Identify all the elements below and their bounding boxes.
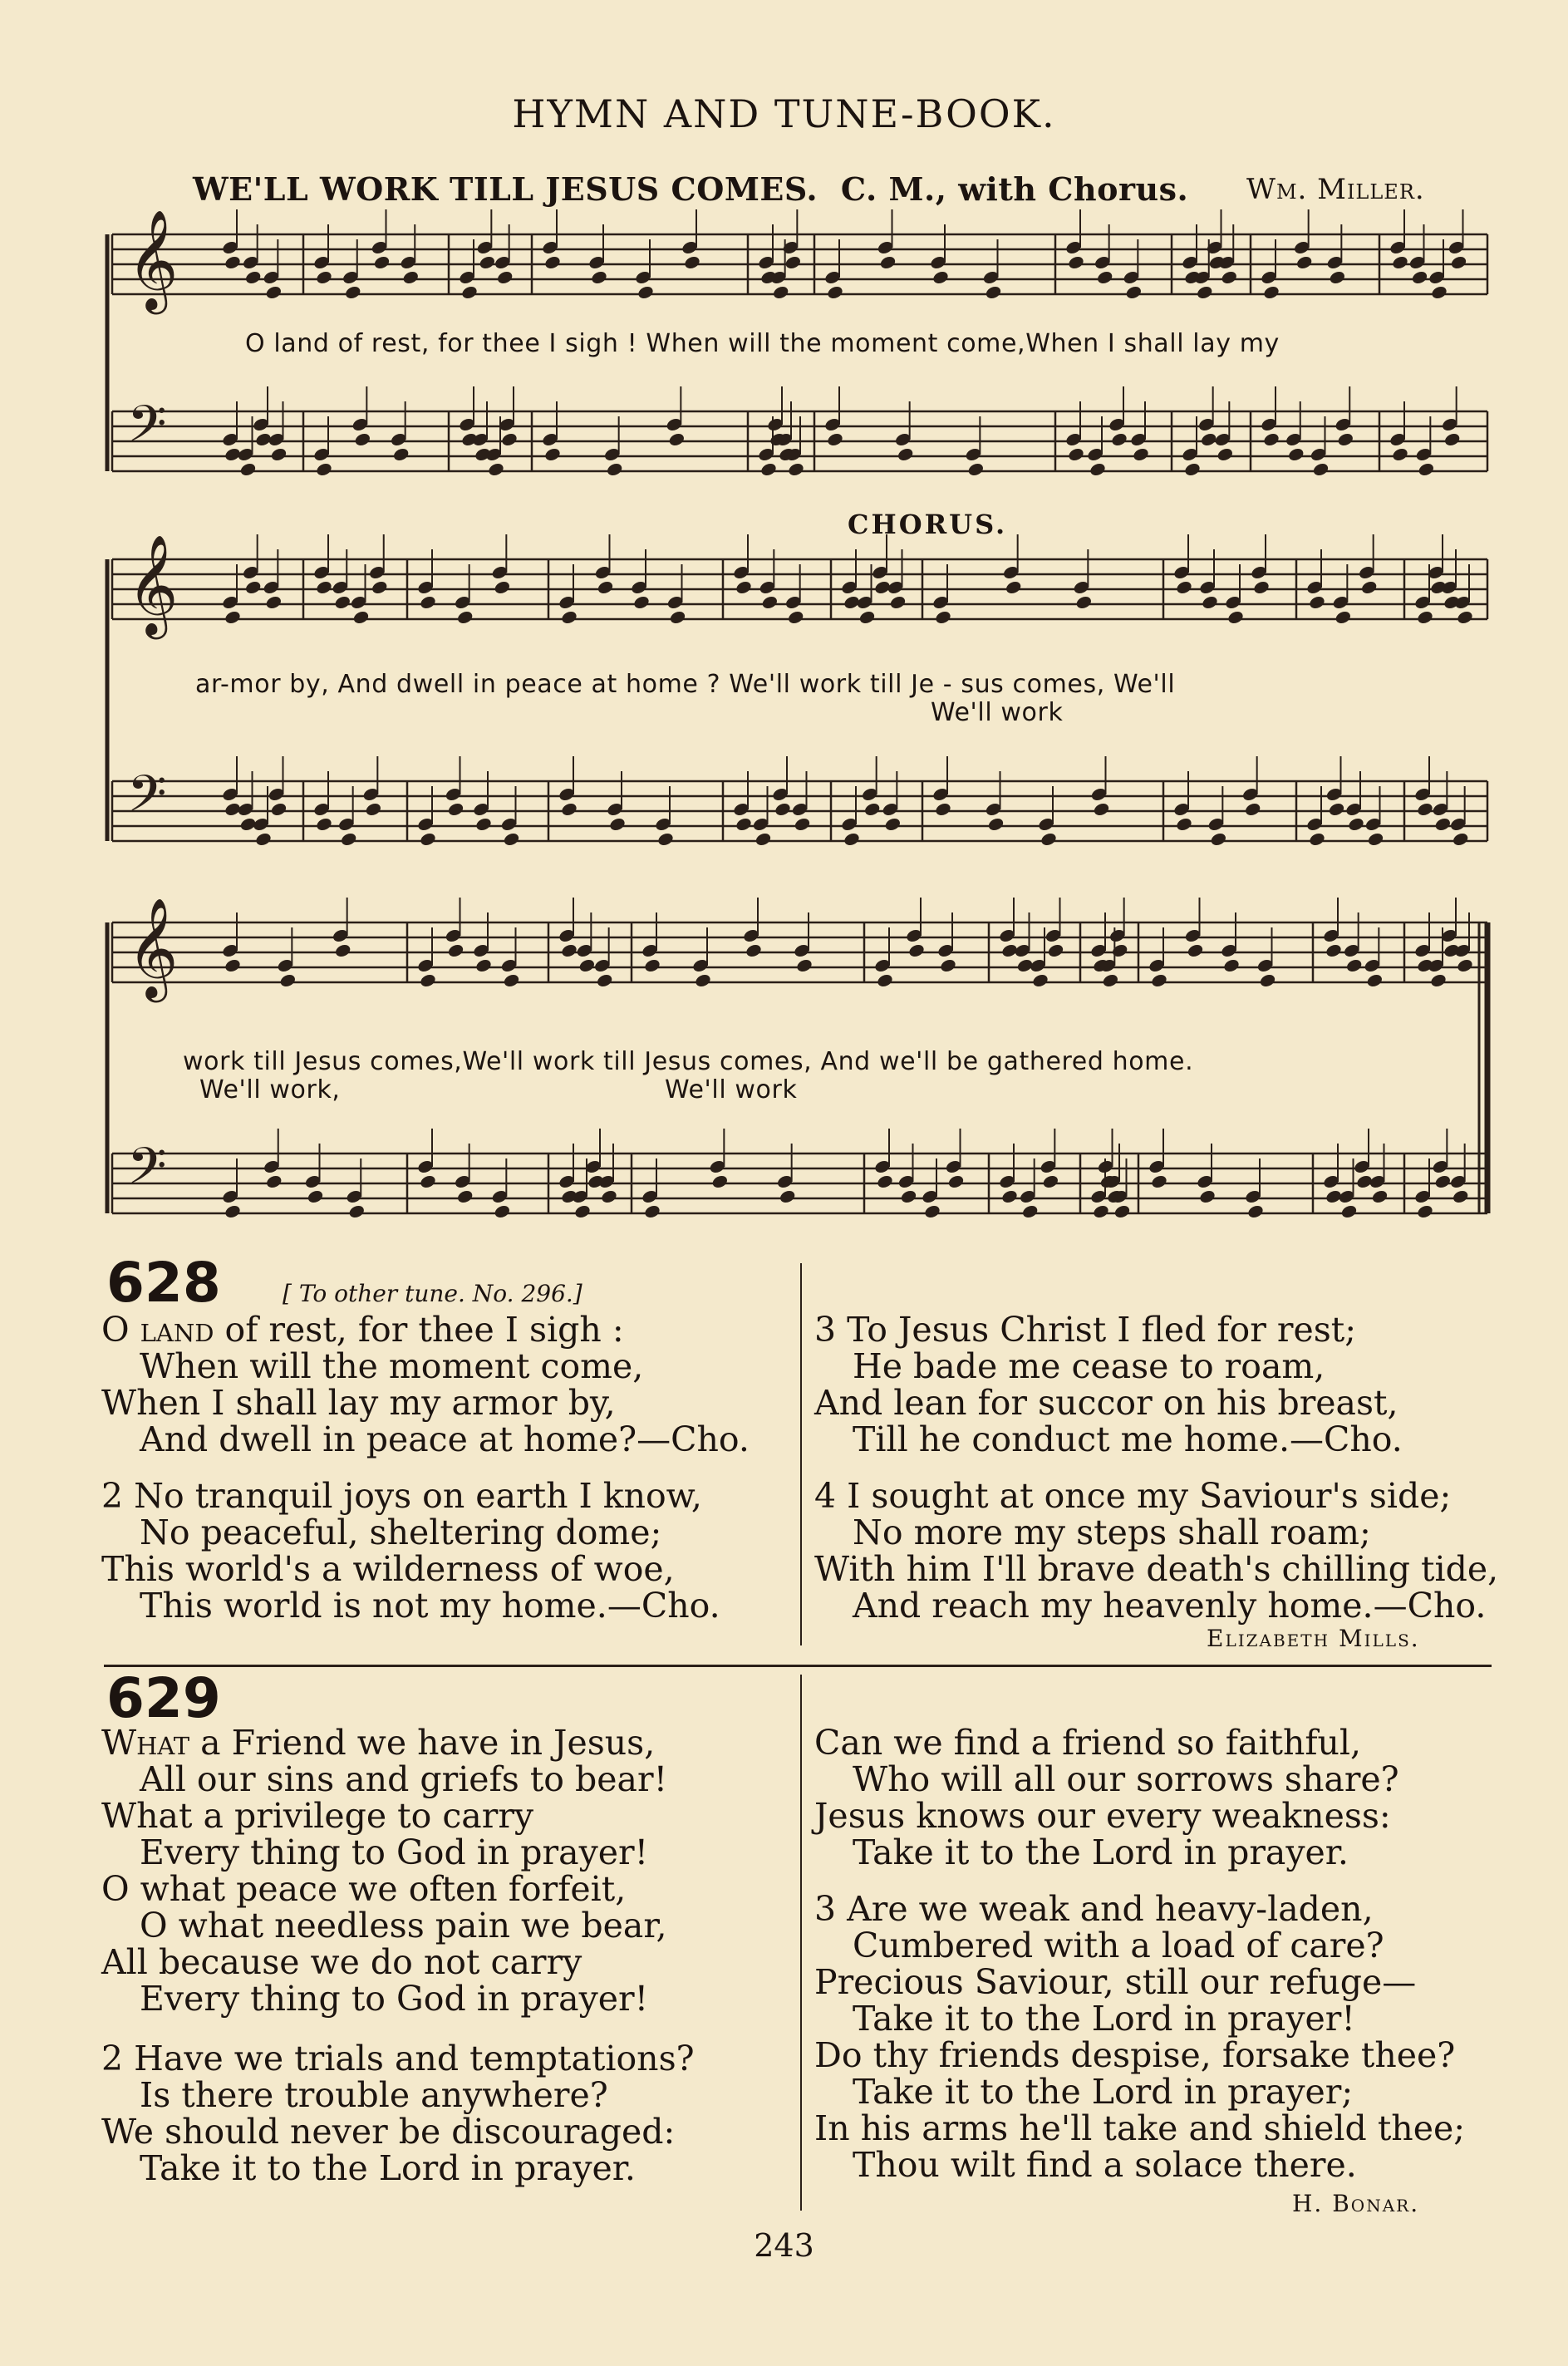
hymn-629-author: H. Bonar. — [1292, 2190, 1420, 2217]
hymn-628-stanza-3 — [814, 1311, 1403, 1458]
chorus-label: CHORUS. — [848, 509, 1008, 540]
clefs — [127, 209, 178, 1208]
stanza-line: He bade me cease to roam, — [853, 1346, 1325, 1386]
svg-text:𝄞: 𝄞 — [127, 897, 179, 998]
stanza-line: With him I'll brave death's chilling tide, — [814, 1549, 1499, 1589]
stanza-line: Cumbered with a load of care? — [853, 1926, 1384, 1965]
hymn-628-author: Elizabeth Mills. — [1207, 1625, 1420, 1652]
hymn-628-stanza-1 — [101, 1311, 750, 1458]
stanza-line: 3 To Jesus Christ I fled for rest; — [814, 1310, 1357, 1350]
stanza-line: All because we do not carry — [101, 1942, 582, 1982]
tune-composer: Wm. Miller. — [1246, 173, 1425, 206]
stanza-line: This world is not my home.—Cho. — [140, 1586, 720, 1626]
stanza-line: Is there trouble anywhere? — [140, 2075, 608, 2115]
stanza-line: 2 No tranquil joys on earth I know, — [101, 1476, 702, 1516]
stanza-line: of rest, for thee I sigh : — [214, 1310, 624, 1350]
stanza-line: Every thing to God in prayer! — [140, 1832, 649, 1872]
hymn-629-number: 629 — [106, 1666, 221, 1730]
lyrics-system-3: work till Jesus comes,We'll work till Jesus comes, And we'll be gathered home. — [183, 1047, 1194, 1076]
stanza-line: No peaceful, sheltering dome; — [140, 1513, 662, 1552]
tune-name: WE'LL WORK TILL JESUS COMES. — [193, 170, 818, 208]
stanza-line: O what peace we often forfeit, — [101, 1869, 627, 1909]
hymn-629-stanza-1 — [101, 1724, 667, 2017]
hymn-separator — [104, 1665, 1492, 1667]
svg-text:𝄢: 𝄢 — [127, 765, 167, 836]
running-head: HYMN AND TUNE-BOOK. — [512, 91, 1056, 136]
svg-text:𝄞: 𝄞 — [127, 209, 179, 310]
stanza-line: Thou wilt find a solace there. — [853, 2145, 1357, 2185]
stanza-line: 4 I sought at once my Saviour's side; — [814, 1476, 1452, 1516]
stanza-line: Every thing to God in prayer! — [140, 1979, 649, 2019]
svg-text:𝄢: 𝄢 — [127, 395, 167, 466]
stanza-line: And lean for succor on his breast, — [814, 1383, 1398, 1423]
stanza-line: What a privilege to carry — [101, 1796, 534, 1836]
stanza-line: We should never be discouraged: — [101, 2112, 676, 2152]
lyrics-system-2: ar-mor by, And dwell in peace at home ? We'll work till Je - sus comes, We'll — [195, 670, 1176, 699]
tune-meter: C. M., with Chorus. — [840, 170, 1189, 208]
stanza-line: a Friend we have in Jesus, — [189, 1723, 656, 1763]
page-number: 243 — [754, 2227, 814, 2264]
stanza-line: Who will all our sorrows share? — [853, 1759, 1399, 1799]
stanza-line: Take it to the Lord in prayer; — [853, 2072, 1354, 2112]
stanza-line: This world's a wilderness of woe, — [101, 1549, 675, 1589]
lyrics-system-3-alt-2: We'll work — [665, 1075, 798, 1104]
svg-text:𝄞: 𝄞 — [127, 534, 179, 635]
lyrics-system-2-alt: We'll work — [931, 698, 1064, 727]
stanza-line: Take it to the Lord in prayer. — [853, 1832, 1349, 1872]
stanza-line: Take it to the Lord in prayer! — [853, 1999, 1355, 2039]
column-divider — [800, 1263, 802, 1645]
stanza-line: When will the moment come, — [140, 1346, 644, 1386]
stanza-line: No more my steps shall roam; — [853, 1513, 1371, 1552]
stanza-line: Jesus knows our every weakness: — [814, 1796, 1391, 1836]
stanza-line: Do thy friends despise, forsake thee? — [814, 2035, 1456, 2075]
stanza-line: 3 Are we weak and heavy-laden, — [814, 1889, 1374, 1929]
svg-text:𝄢: 𝄢 — [127, 1137, 167, 1208]
stanza-line: 2 Have we trials and temptations? — [101, 2039, 695, 2078]
stanza-line: And dwell in peace at home?—Cho. — [140, 1419, 750, 1459]
stanza-line: When I shall lay my armor by, — [101, 1383, 616, 1423]
stanza-line: Precious Saviour, still our refuge— — [814, 1962, 1417, 2002]
stanza-line: And reach my heavenly home.—Cho. — [853, 1586, 1487, 1626]
stanza-line: O what needless pain we bear, — [140, 1906, 667, 1945]
stanza-first-word: O land — [101, 1310, 214, 1350]
hymn-629-stanza-2-continued — [814, 1724, 1399, 1871]
stanza-first-word: What — [101, 1723, 190, 1763]
hymn-629-stanza-3 — [814, 1891, 1465, 2183]
lyrics-system-1: O land of rest, for thee I sigh ! When will the moment come,When I shall lay my — [245, 329, 1280, 358]
stanza-line: Till he conduct me home.—Cho. — [853, 1419, 1403, 1459]
hymn-629-stanza-2 — [101, 2040, 695, 2186]
lyrics-system-3-alt-1: We'll work, — [199, 1075, 341, 1104]
hymn-628-tune-reference: [ To other tune. No. 296.] — [283, 1280, 582, 1307]
hymn-628-number: 628 — [106, 1251, 221, 1315]
stanza-line: All our sins and griefs to bear! — [140, 1759, 668, 1799]
stanza-line: Take it to the Lord in prayer. — [140, 2148, 636, 2188]
hymn-628-stanza-4 — [814, 1478, 1498, 1624]
stanza-line: Can we find a friend so faithful, — [814, 1723, 1362, 1763]
stanza-line: In his arms he'll take and shield thee; — [814, 2108, 1466, 2148]
hymn-628-stanza-2 — [101, 1478, 720, 1624]
column-divider — [800, 1675, 802, 2211]
